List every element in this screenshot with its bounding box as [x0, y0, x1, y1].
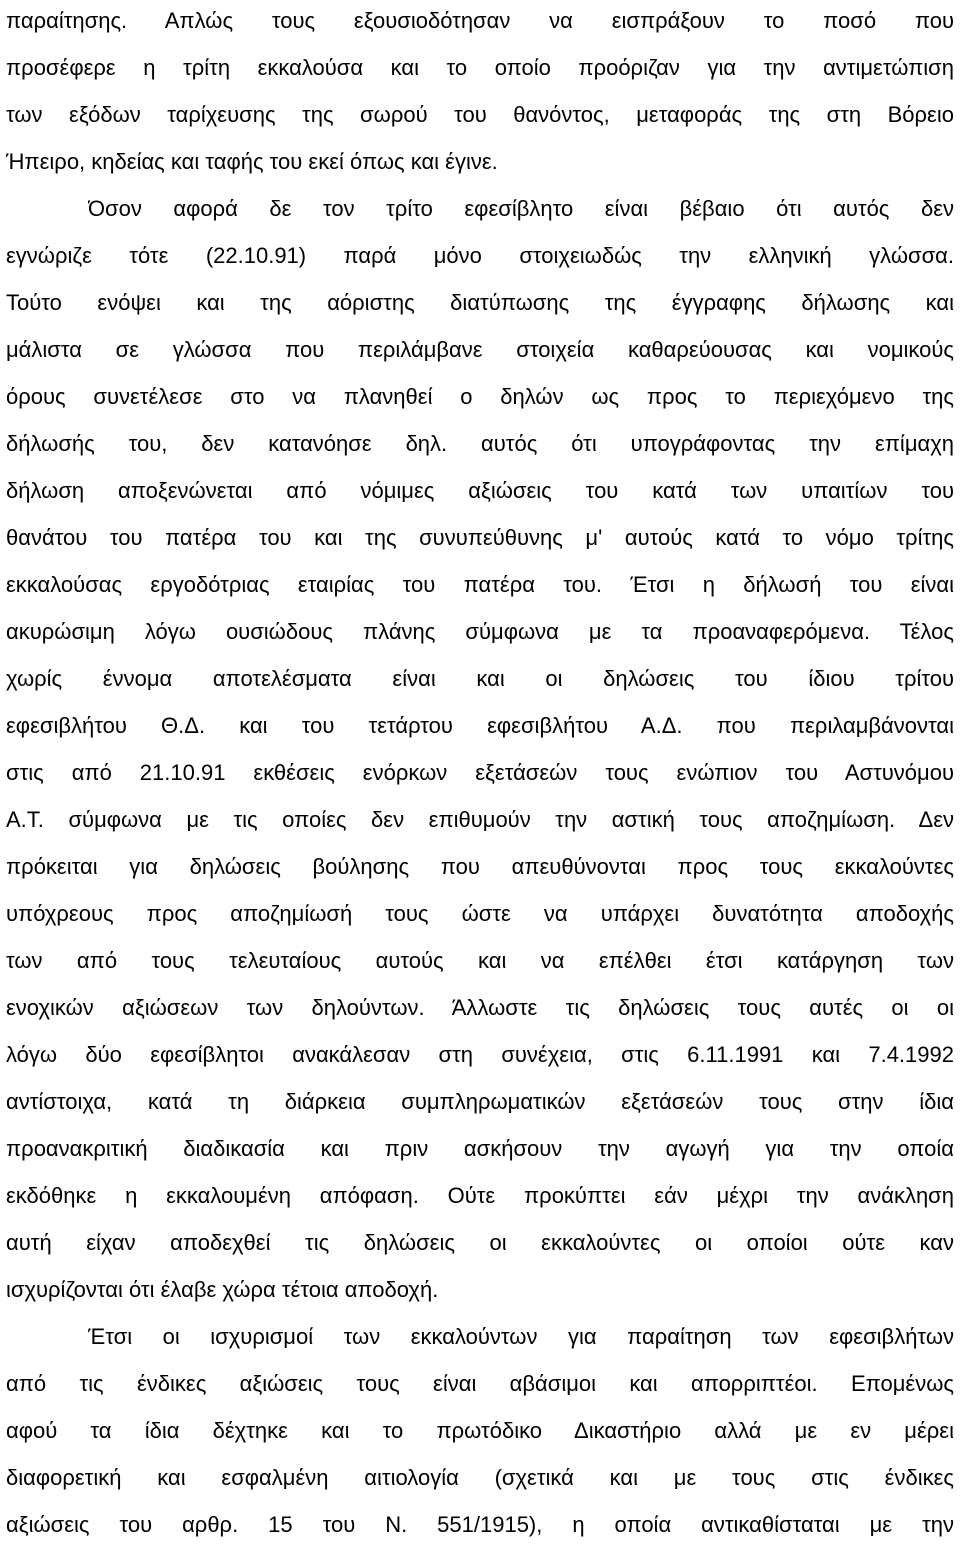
text-line: όρους συνετέλεσε στο να πλανηθεί ο δηλών ως προς το περιεχόμενο της: [6, 384, 954, 409]
text-line: δήλωσής του, δεν κατανόησε δηλ. αυτός ότι υπογράφοντας την επίμαχη: [6, 431, 954, 456]
text-line: θανάτου του πατέρα του και της συνυπεύθυνης μ' αυτούς κατά το νόμο τρίτης: [6, 525, 954, 550]
text-line: Έτσι οι ισχυρισμοί των εκκαλούντων για παραίτηση των εφεσιβλήτων: [88, 1324, 954, 1349]
text-line: εκδόθηκε η εκκαλουμένη απόφαση. Ούτε προκύπτει εάν μέχρι την ανάκληση: [6, 1183, 954, 1208]
text-line: υπόχρεους προς αποζημίωσή τους ώστε να υπάρχει δυνατότητα αποδοχής: [6, 901, 954, 926]
text-line: αυτή είχαν αποδεχθεί τις δηλώσεις οι εκκαλούντες οι οποίοι ούτε καν: [6, 1230, 954, 1255]
text-line: των εξόδων ταρίχευσης της σωρού του θανόντος, μεταφοράς της στη Βόρειο: [6, 102, 954, 127]
text-line: προανακριτική διαδικασία και πριν ασκήσουν την αγωγή για την οποία: [6, 1136, 954, 1161]
text-line: αντίστοιχα, κατά τη διάρκεια συμπληρωματικών εξετάσεών τους στην ίδια: [6, 1089, 954, 1114]
text-line: στις από 21.10.91 εκθέσεις ενόρκων εξετάσεών τους ενώπιον του Αστυνόμου: [6, 760, 954, 785]
text-line: Τούτο ενόψει και της αόριστης διατύπωσης της έγγραφης δήλωσης και: [6, 290, 954, 315]
text-line: εφεσιβλήτου Θ.Δ. και του τετάρτου εφεσιβλήτου Α.Δ. που περιλαμβάνονται: [6, 713, 954, 738]
text-line: Όσον αφορά δε τον τρίτο εφεσίβλητο είναι βέβαιο ότι αυτός δεν: [88, 196, 954, 221]
text-line: Ήπειρο, κηδείας και ταφής του εκεί όπως και έγινε.: [6, 149, 498, 174]
text-line: ισχυρίζονται ότι έλαβε χώρα τέτοια αποδοχή.: [6, 1277, 439, 1302]
text-line: αφού τα ίδια δέχτηκε και το πρωτόδικο Δικαστήριο αλλά με εν μέρει: [6, 1418, 954, 1443]
text-line: αξιώσεις του αρθρ. 15 του Ν. 551/1915), η οποία αντικαθίσταται με την: [6, 1512, 954, 1537]
text-line: ακυρώσιμη λόγω ουσιώδους πλάνης σύμφωνα με τα προαναφερόμενα. Τέλος: [6, 619, 954, 644]
text-line: μάλιστα σε γλώσσα που περιλάμβανε στοιχεία καθαρεύουσας και νομικούς: [6, 337, 954, 362]
text-line: διαφορετική και εσφαλμένη αιτιολογία (σχετικά και με τους στις ένδικες: [6, 1465, 954, 1490]
text-line: χωρίς έννομα αποτελέσματα είναι και οι δηλώσεις του ίδιου τρίτου: [6, 666, 954, 691]
text-line: των από τους τελευταίους αυτούς και να επέλθει έτσι κατάργηση των: [6, 948, 954, 973]
text-line: εγνώριζε τότε (22.10.91) παρά μόνο στοιχειωδώς την ελληνική γλώσσα.: [6, 243, 954, 268]
text-line: λόγω δύο εφεσίβλητοι ανακάλεσαν στη συνέχεια, στις 6.11.1991 και 7.4.1992: [6, 1042, 954, 1067]
text-line: Α.Τ. σύμφωνα με τις οποίες δεν επιθυμούν την αστική τους αποζημίωση. Δεν: [6, 807, 954, 832]
text-line: από τις ένδικες αξιώσεις τους είναι αβάσιμοι και απορριπτέοι. Επομένως: [6, 1371, 954, 1396]
text-line: ενοχικών αξιώσεων των δηλούντων. Άλλωστε τις δηλώσεις τους αυτές οι οι: [6, 995, 954, 1020]
text-line: δήλωση αποξενώνεται από νόμιμες αξιώσεις του κατά των υπαιτίων του: [6, 478, 954, 503]
text-line: πρόκειται για δηλώσεις βούλησης που απευθύνονται προς τους εκκαλούντες: [6, 854, 954, 879]
text-line: παραίτησης. Απλώς τους εξουσιοδότησαν να εισπράξουν το ποσό που: [6, 8, 954, 33]
text-line: προσέφερε η τρίτη εκκαλούσα και το οποίο προόριζαν για την αντιμετώπιση: [6, 55, 954, 80]
text-line: εκκαλούσας εργοδότριας εταιρίας του πατέρα του. Έτσι η δήλωσή του είναι: [6, 572, 954, 597]
